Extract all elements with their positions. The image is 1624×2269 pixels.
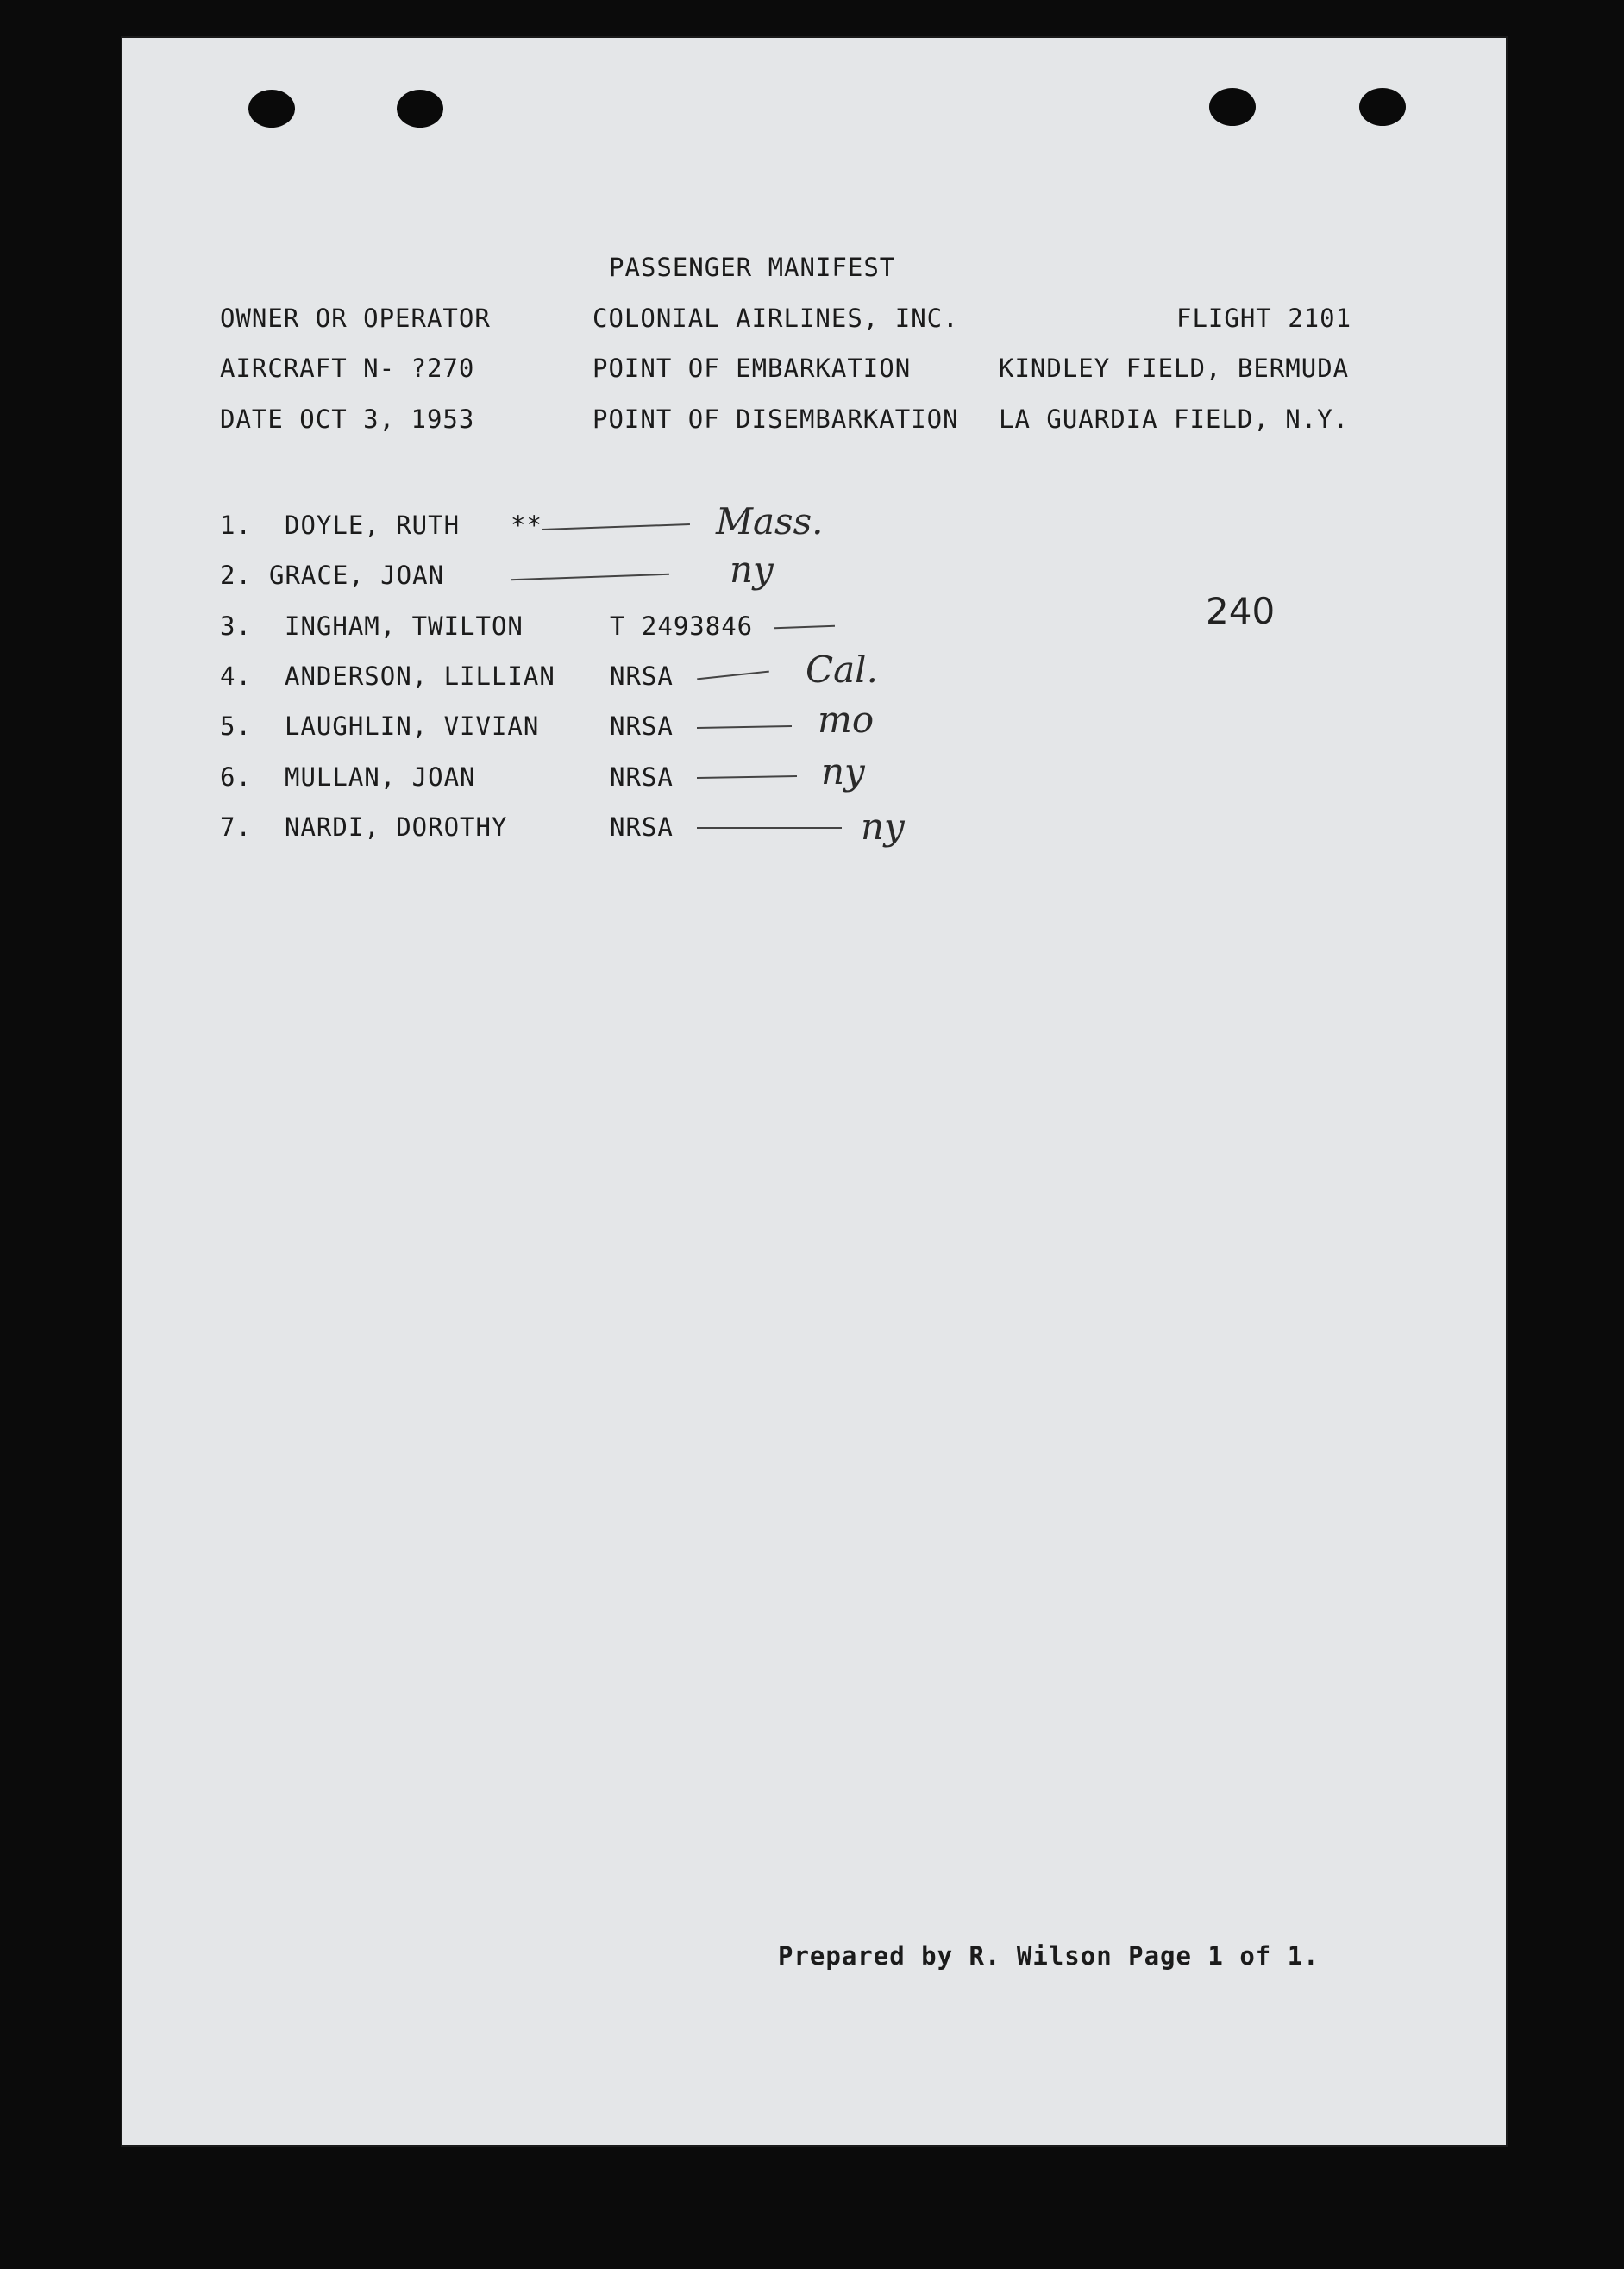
passenger-name: NARDI, DOROTHY xyxy=(285,812,508,842)
passenger-name: ANDERSON, LILLIAN xyxy=(285,661,555,691)
passenger-num: 1. xyxy=(220,511,252,540)
embarkation-label: POINT OF EMBARKATION xyxy=(593,354,912,383)
passenger-doc: T 2493846 xyxy=(610,611,754,641)
pen-dash xyxy=(542,523,690,530)
passenger-note: mo xyxy=(818,699,875,741)
owner-value: COLONIAL AIRLINES, INC. xyxy=(593,304,959,333)
passenger-doc: NRSA xyxy=(610,711,674,741)
aircraft-label-text: AIRCRAFT N- xyxy=(220,354,411,383)
passenger-num: 4. xyxy=(220,661,252,691)
punch-hole-4 xyxy=(1359,88,1406,126)
handwritten-page-number: 240 xyxy=(1206,590,1276,632)
pen-dash xyxy=(511,574,669,580)
embarkation-value: KINDLEY FIELD, BERMUDA xyxy=(999,354,1350,383)
passenger-num: 5. xyxy=(220,711,252,741)
passenger-note: ny xyxy=(821,750,865,793)
disembarkation-label: POINT OF DISEMBARKATION xyxy=(593,404,959,434)
passenger-name: LAUGHLIN, VIVIAN xyxy=(285,711,540,741)
passenger-doc: ** xyxy=(511,511,542,540)
disembarkation-value: LA GUARDIA FIELD, N.Y. xyxy=(999,404,1350,434)
aircraft-label xyxy=(220,356,474,381)
pen-dash xyxy=(774,625,835,629)
pen-dash xyxy=(697,671,769,680)
punch-hole-3 xyxy=(1209,88,1256,126)
passenger-num: 7. xyxy=(220,812,252,842)
punch-hole-1 xyxy=(248,90,295,128)
punch-hole-2 xyxy=(397,90,443,128)
passenger-doc: NRSA xyxy=(610,762,674,792)
aircraft-number: ?270 xyxy=(411,354,475,383)
pen-dash xyxy=(697,827,842,829)
pen-dash xyxy=(697,775,797,779)
manifest-page xyxy=(121,36,1508,2147)
passenger-name: DOYLE, RUTH xyxy=(285,511,461,540)
owner-label: OWNER OR OPERATOR xyxy=(220,304,491,333)
prepared-by-footer: Prepared by R. Wilson Page 1 of 1. xyxy=(778,1941,1320,1971)
date-line: DATE OCT 3, 1953 xyxy=(220,404,475,434)
passenger-num: 2. xyxy=(220,561,252,590)
passenger-name: MULLAN, JOAN xyxy=(285,762,476,792)
passenger-doc: NRSA xyxy=(610,661,674,691)
passenger-note: Mass. xyxy=(716,500,824,542)
passenger-name: GRACE, JOAN xyxy=(269,561,445,590)
passenger-num: 6. xyxy=(220,762,252,792)
pen-dash xyxy=(697,725,792,729)
passenger-doc: NRSA xyxy=(610,812,674,842)
passenger-note: Cal. xyxy=(806,649,878,691)
document-title: PASSENGER MANIFEST xyxy=(609,253,896,282)
passenger-note: ny xyxy=(730,548,774,591)
passenger-num: 3. xyxy=(220,611,252,641)
passenger-name: INGHAM, TWILTON xyxy=(285,611,524,641)
flight-number: FLIGHT 2101 xyxy=(1176,304,1352,333)
passenger-note: ny xyxy=(861,805,905,848)
